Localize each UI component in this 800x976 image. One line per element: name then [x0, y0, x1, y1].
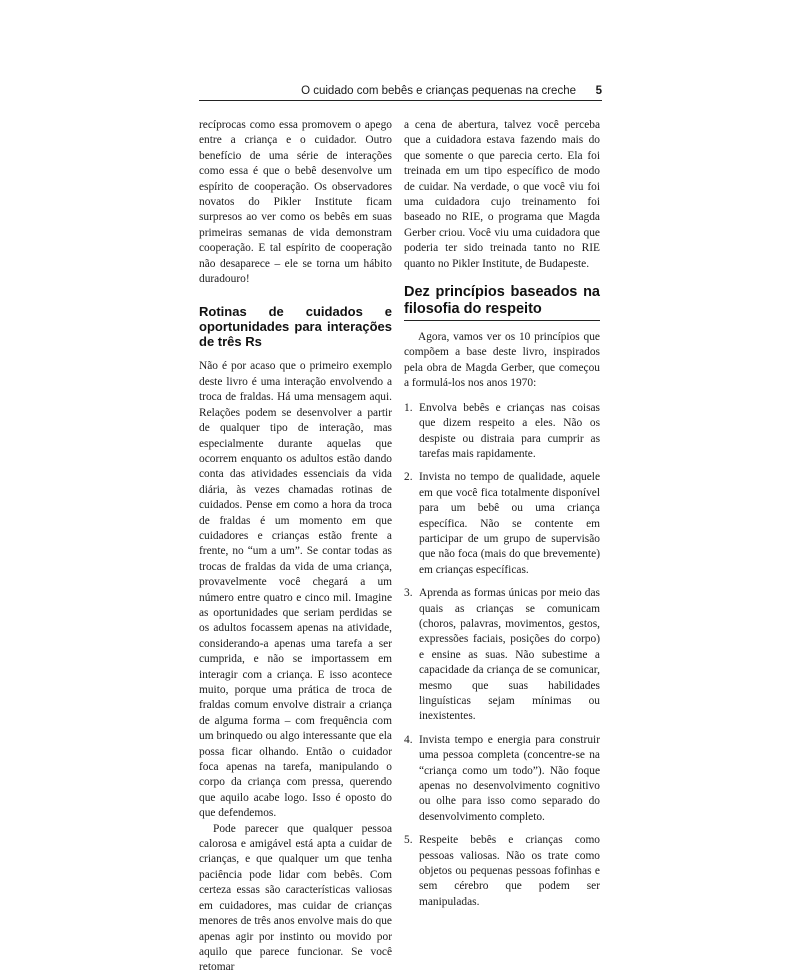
list-item-number: 4. — [404, 733, 413, 746]
page-number: 5 — [595, 85, 602, 97]
principles-intro: Agora, vamos ver os 10 princípios que compõem a base deste livro, inspirados pela obra de Magda Gerber, que começou a formulá-los nos anos 1970: — [404, 331, 600, 390]
list-item-number: 2. — [404, 471, 413, 484]
list-item-number: 5. — [404, 834, 413, 847]
list-item-number: 1. — [404, 401, 413, 414]
intro-paragraph: recíprocas como essa promovem o apego entre a criança e o cuidador. Outro benefício de uma série de interações como essa é que o bebê desenvolve um espírito de cooperação. Os observadores novatos do Pikler Institute ficam surpresos ao ver como os bebês em suas primeiras semanas de vida demonstram cooperação. E tal espírito de cooperação não desaparece – ele se torna um hábito duradouro! — [199, 119, 392, 286]
right-column — [404, 118, 600, 918]
list-item-text: Invista no tempo de qualidade, aquele em que você fica totalmente disponível para um bebê ou uma criança específica. Não se contente em participar de um grupo de supervisão que não foca (mais do que brevemente) em crianças específicas. — [419, 471, 600, 576]
list-item — [404, 733, 600, 825]
list-item-number: 3. — [404, 587, 413, 600]
body-paragraph-1: Não é por acaso que o primeiro exemplo deste livro é uma interação envolvendo a troca de fraldas. Há uma mensagem aqui. Relações podem se desenvolver a partir de qualquer tipo de interação, mas especialmente durante aquelas que ocorrem enquanto os adultos estão dando conta das atividades essenciais da vida diária, às vezes chamadas rotinas de cuidados. Pense em como a hora da troca de fraldas é um momento em que cuidadores e crianças estão frente a frente, no “um a um”. Se contar todas as trocas de fraldas da vida de uma criança, provavelmente você chegará a um número entre quatro e cinco mil. Imagine as oportunidades que seriam perdidas se os adultos focassem apenas na atividade, considerando-a apenas uma tarefa a ser cumprida, e não se importassem em interagir com a criança. E isso acontece muito, porque uma prática de troca de fraldas comum envolve distrair a criança de alguma forma – com frequência com um brinquedo ou algo interessante que ela possa ficar olhando. Então o cuidador foca apenas na tarefa, manipulando o corpo da criança com pressa, querendo que aquilo acabe logo. Isso é oposto do que defendemos. — [199, 360, 392, 820]
section-heading-principios: Dez princípios baseados na filosofia do respeito — [404, 284, 600, 321]
running-header — [199, 84, 602, 101]
list-item-text: Envolva bebês e crianças nas coisas que dizem respeito a eles. Não os despiste ou distraia para cumprir as tarefas mais rapidamente. — [419, 401, 600, 460]
section-heading-rotinas: Rotinas de cuidados e oportunidades para interações de três Rs — [199, 304, 392, 350]
running-header-title: O cuidado com bebês e crianças pequenas na creche — [301, 85, 576, 97]
continuation-paragraph: a cena de abertura, talvez você perceba que a cuidadora estava fazendo mais do que somente o que parecia certo. Ela foi treinada em um tipo específico de modo de cuidar. Na verdade, o que você viu foi uma cuidadora cujo treinamento foi baseado no RIE, o programa que Magda Gerber criou. Você viu uma cuidadora que poderia ter sido treinada tanto no RIE quanto no Pikler Institute, de Budapeste. — [404, 119, 600, 270]
list-item — [404, 470, 600, 578]
list-item — [404, 833, 600, 910]
body-paragraph-2: Pode parecer que qualquer pessoa calorosa e amigável está apta a cuidar de crianças, e que qualquer um que tenha paciência pode lidar com bebês. Com certeza essas são características valiosas em cuidadores, mas cuidar de crianças menores de três anos envolve mais do que apenas agir por instinto ou movido por aquilo que parece funcionar. Se você retomar — [199, 822, 392, 974]
list-item-text: Invista tempo e energia para construir uma pessoa completa (concentre-se na “criança como um todo”). Não foque apenas no desenvolvimento cognitivo ou olhe para isso como separado do desenvolvimento completo. — [419, 733, 600, 823]
list-item — [404, 401, 600, 463]
list-item-text: Respeite bebês e crianças como pessoas valiosas. Não os trate como objetos ou pequenas pessoas fofinhas e sem cérebro que podem ser manipuladas. — [419, 834, 600, 908]
list-item — [404, 586, 600, 725]
list-item-text: Aprenda as formas únicas por meio das quais as crianças se comunicam (choros, palavras, movimentos, gestos, expressões faciais, posições do corpo) e ensine as suas. Não subestime a capacidade da criança de se comunicar, mesmo que suas habilidades linguísticas sejam mínimas ou inexistentes. — [419, 587, 600, 723]
principles-list — [404, 401, 600, 911]
left-column — [199, 118, 392, 976]
